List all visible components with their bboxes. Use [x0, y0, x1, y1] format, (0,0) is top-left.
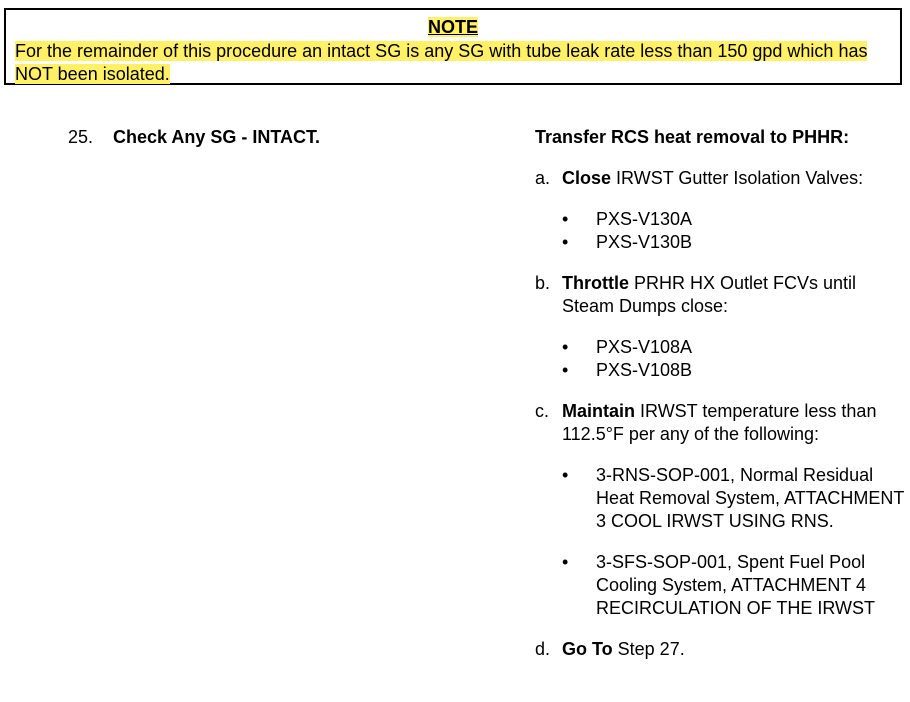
substep-letter: d. — [535, 639, 551, 659]
bullet-icon: • — [562, 360, 569, 380]
substep-verb: Maintain — [562, 401, 636, 421]
list-item-text: 3-RNS-SOP-001, Normal Residual Heat Removal System, ATTACHMENT 3 COOL IRWST USING RNS. — [596, 465, 905, 531]
substep-c-bullets — [535, 464, 905, 620]
substep-a-bullets — [535, 208, 905, 254]
list-item-text: PXS-V130A — [596, 209, 693, 229]
note-title — [6, 15, 900, 39]
substep-verb: Throttle — [562, 273, 629, 293]
substep-verb: Go To — [562, 639, 613, 659]
list-item — [535, 551, 905, 620]
bullet-icon: • — [562, 465, 569, 485]
bullet-icon: • — [562, 337, 569, 357]
substep-b-bullets — [535, 336, 905, 382]
list-item-text: PXS-V108B — [596, 360, 693, 380]
response-heading: Transfer RCS heat removal to PHHR: — [535, 127, 850, 147]
substep-verb: Close — [562, 168, 612, 188]
bullet-icon: • — [562, 552, 569, 572]
list-item — [535, 336, 905, 359]
bullet-icon: • — [562, 209, 569, 229]
substep-b — [535, 272, 905, 318]
step-number: 25. — [68, 127, 94, 147]
response-column — [535, 126, 905, 679]
bullet-icon: • — [562, 232, 569, 252]
list-item-text: 3-SFS-SOP-001, Spent Fuel Pool Cooling System, ATTACHMENT 4 RECIRCULATION OF THE IRWST — [596, 552, 876, 618]
substep-a — [535, 167, 905, 190]
note-body-text: For the remainder of this procedure an intact SG is any SG with tube leak rate less than 150 gpd which has NOT been isolated. — [15, 41, 868, 84]
list-item — [535, 359, 905, 382]
substep-text: Step 27. — [612, 639, 685, 659]
substep-text: IRWST Gutter Isolation Valves: — [611, 168, 864, 188]
list-item-text: PXS-V108A — [596, 337, 693, 357]
note-box — [4, 8, 902, 85]
substep-d — [535, 638, 905, 661]
substep-letter: c. — [535, 401, 550, 421]
substep-letter: a. — [535, 168, 551, 188]
list-item-text: PXS-V130B — [596, 232, 693, 252]
substep-text: PRHR HX Outlet FCVs until Steam Dumps close: — [562, 273, 857, 316]
substep-letter: b. — [535, 273, 551, 293]
list-item — [535, 208, 905, 231]
step-title: Check Any SG - INTACT. — [113, 127, 321, 147]
note-title-text: NOTE — [427, 17, 478, 37]
list-item — [535, 231, 905, 254]
substep-text: IRWST temperature less than 112.5°F per any of the following: — [562, 401, 877, 444]
note-text — [15, 40, 897, 86]
list-item — [535, 464, 905, 533]
substep-c — [535, 400, 905, 446]
